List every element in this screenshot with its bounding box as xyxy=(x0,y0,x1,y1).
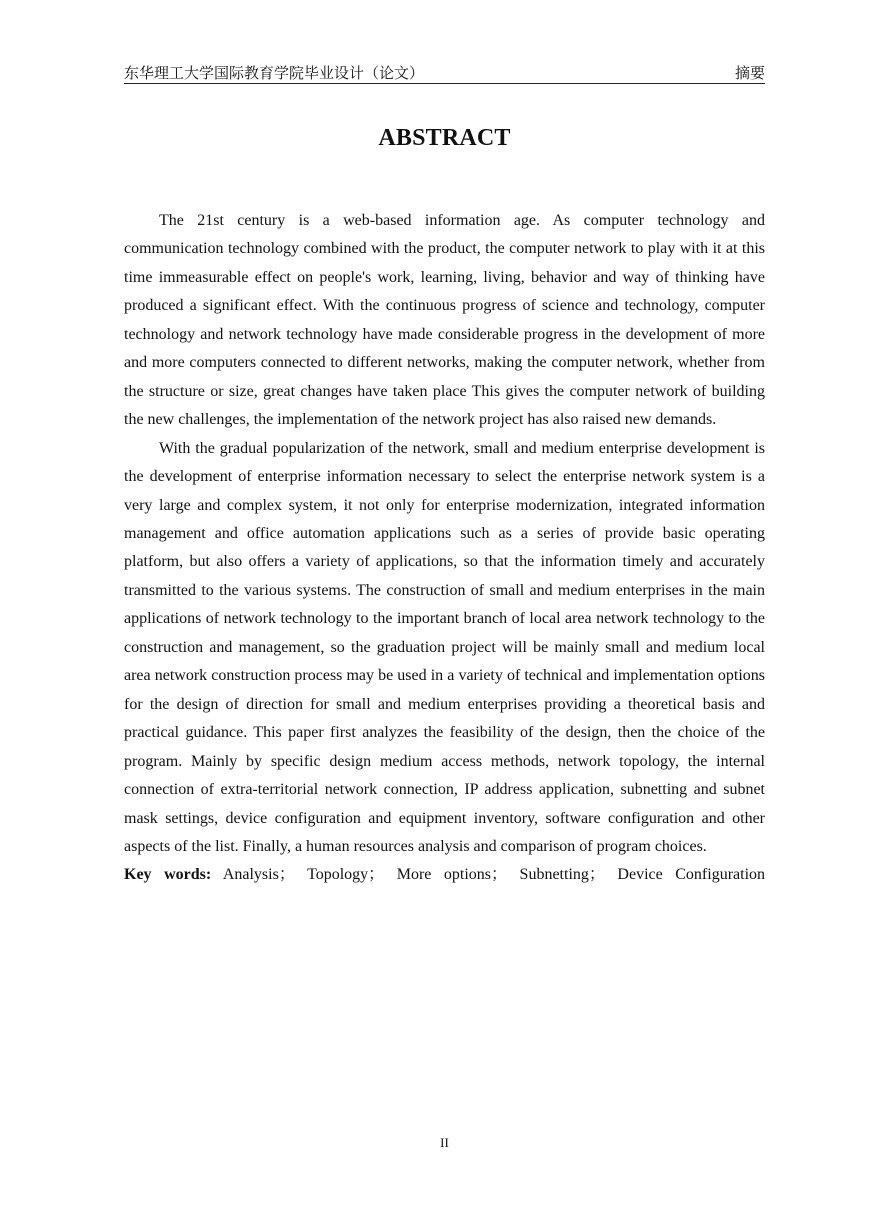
keyword-item: Subnetting； xyxy=(519,866,605,884)
keyword-item: Device Configuration xyxy=(617,866,766,884)
page-number: II xyxy=(440,1135,449,1150)
keywords-label: Key words: xyxy=(124,866,212,884)
page-header xyxy=(124,62,765,84)
abstract-body xyxy=(124,207,765,890)
header-institution-title: 东华理工大学国际教育学院毕业设计（论文） xyxy=(124,66,425,82)
keyword-item: Topology； xyxy=(307,866,385,884)
abstract-paragraph-2: With the gradual popularization of the network, small and medium enterprise development is the development of enterprise information necessary to select the enterprise network system is a very large and complex system, it not only for enterprise modernization, integrated information management and office automation applications such as a series of provide basic operating platform, but also offers a variety of applications, so that the information timely and accurately transmitted to the various systems. The construction of small and medium enterprises in the main applications of network technology to the important branch of local area network technology to the construction and management, so the graduation project will be mainly small and medium local area network construction process may be used in a variety of technical and implementation options for the design of direction for small and medium enterprises providing a theoretical basis and practical guidance. This paper first analyzes the feasibility of the design, then the choice of the program. Mainly by specific design medium access methods, network topology, the internal connection of extra-territorial network connection, IP address application, subnetting and subnet mask settings, device configuration and equipment inventory, software configuration and other aspects of the list. Finally, a human resources analysis and comparison of program choices. xyxy=(124,439,765,855)
abstract-paragraph-1: The 21st century is a web-based information age. As computer technology and communication technology combined with the product, the computer network to play with it at this time immeasurable effect on people's work, learning, living, behavior and way of thinking have produced a significant effect. With the continuous progress of science and technology, computer technology and network technology have made considerable progress in the development of more and more computers connected to different networks, making the computer network, whether from the structure or size, great changes have taken place This gives the computer network of building the new challenges, the implementation of the network project has also raised new demands. xyxy=(124,212,765,429)
keyword-item: More options； xyxy=(396,866,508,884)
abstract-title: ABSTRACT xyxy=(378,125,511,151)
header-section-name: 摘要 xyxy=(734,66,765,82)
keywords-line xyxy=(124,861,765,889)
keyword-item: Analysis； xyxy=(222,866,295,884)
